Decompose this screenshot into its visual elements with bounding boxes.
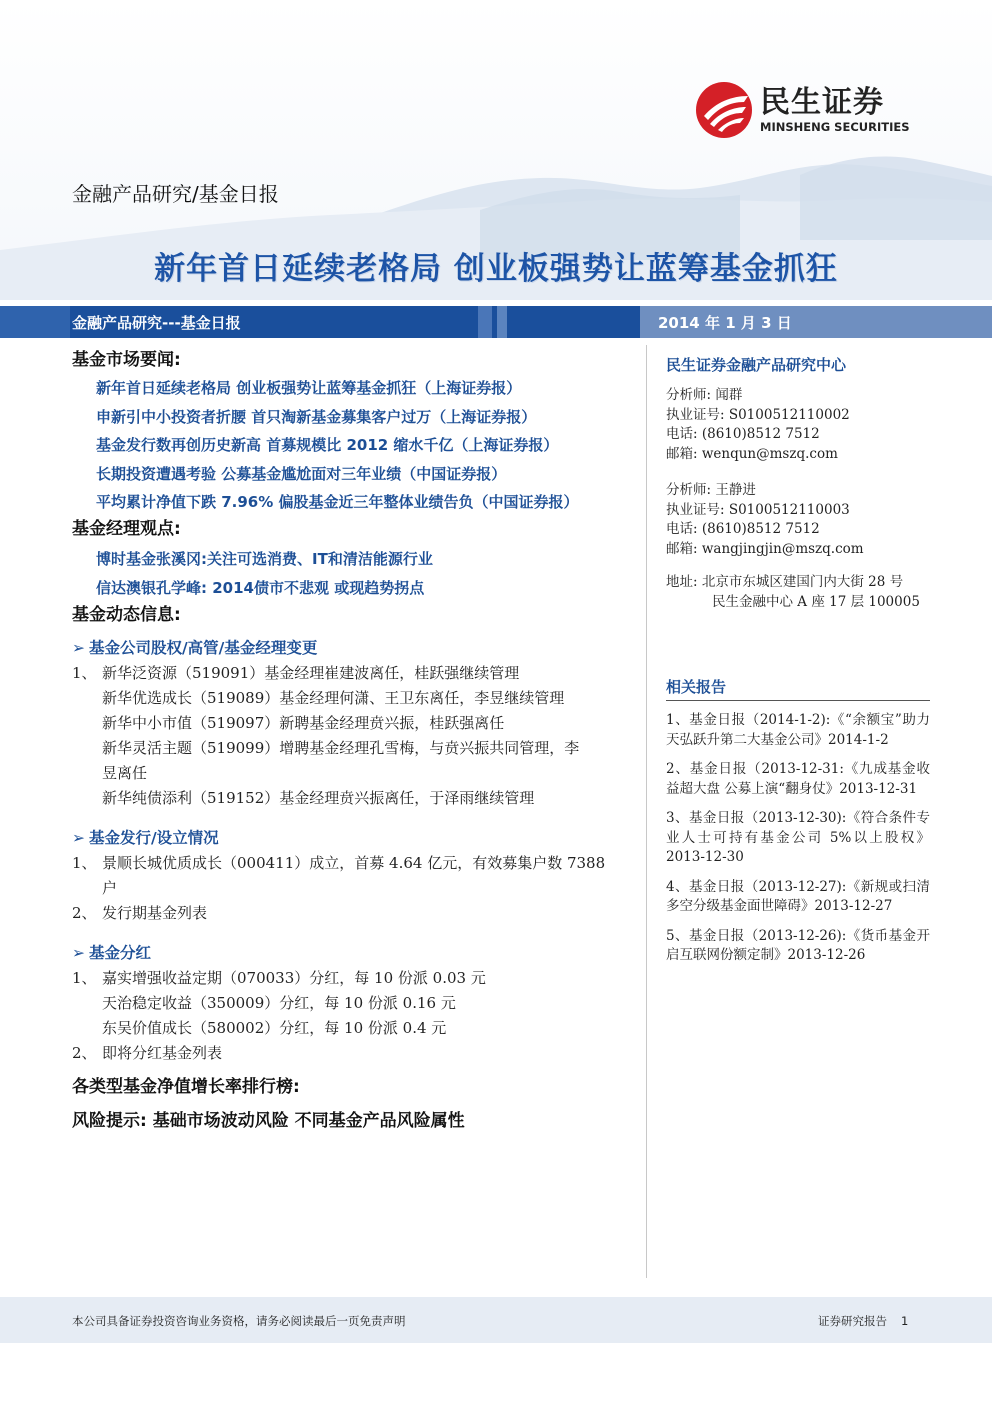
news-link[interactable]: 新年首日延续老格局 创业板强势让蓝筹基金抓狂（上海证券报） — [96, 379, 522, 397]
list-item: 昱离任 — [102, 763, 148, 782]
list-item: 东吴价值成长（580002）分红，每 10 份派 0.4 元 — [102, 1018, 447, 1037]
address — [666, 573, 942, 612]
band-accent-mid — [478, 306, 492, 338]
list-number: 1、 — [72, 663, 97, 682]
market-news-heading: 基金市场要闻: — [72, 350, 181, 370]
list-number: 1、 — [72, 968, 97, 987]
analyst-card — [666, 481, 942, 559]
report-date: 2014 年 1 月 3 日 — [658, 314, 792, 332]
list-item: 嘉实增强收益定期（070033）分红，每 10 份派 0.03 元 — [102, 968, 486, 987]
minsheng-logo — [694, 80, 910, 140]
list-item: 新华泛资源（519091）基金经理崔建波离任，桂跃强继续管理 — [102, 663, 520, 682]
page-number: 1 — [901, 1314, 909, 1328]
related-reports — [666, 676, 930, 966]
logo-chinese-name: 民生证券 — [760, 85, 884, 120]
related-report-link[interactable]: 1、基金日报（2014-1-2):《“余额宝”助力 天弘跃升第二大基金公司》2014-1-2 — [666, 712, 930, 748]
risk-warning: 风险提示: 基础市场波动风险 不同基金产品风险属性 — [72, 1110, 465, 1131]
list-item: 新华灵活主题（519099）增聘基金经理孔雪梅，与贲兴振共同管理，李 — [102, 738, 580, 757]
analyst-phone: 电话: (8610)8512 7512 — [666, 521, 820, 537]
related-report-link[interactable]: 5、基金日报（2013-12-26):《货币基金开启互联网份额定制》2013-12-26 — [666, 927, 930, 963]
band-accent-mid-2 — [497, 306, 507, 338]
arrow-right-icon: ➢ — [72, 638, 85, 657]
research-center-name: 民生证券金融产品研究中心 — [666, 356, 847, 374]
footer-right — [818, 1313, 908, 1329]
upcoming-dividend-link[interactable]: 即将分红基金列表 — [102, 1043, 223, 1062]
issuance-list — [72, 851, 644, 926]
analyst-name: 分析师: 闻群 — [666, 387, 743, 403]
dividend-heading-label: 基金分红 — [89, 943, 152, 962]
band-accent-left — [0, 306, 70, 338]
related-reports-heading: 相关报告 — [666, 676, 930, 701]
news-link[interactable]: 平均累计净值下跌 7.96% 偏股基金近三年整体业绩告负（中国证券报） — [96, 493, 579, 512]
dividend-heading[interactable] — [72, 940, 644, 966]
analyst-license: 执业证号: S0100512110003 — [666, 501, 850, 518]
disclaimer-notice: 本公司具备证券投资咨询业务资格，请务必阅读最后一页免责声明 — [72, 1314, 406, 1328]
analyst-email[interactable]: 邮箱: wenqun@mszq.com — [666, 445, 838, 462]
equity-change-list — [72, 661, 644, 811]
manager-view-link[interactable]: 信达澳银孔学峰: 2014债市不悲观 或现趋势拐点 — [96, 578, 425, 597]
list-item: 新华优选成长（519089）基金经理何潇、王卫东离任，李昱继续管理 — [102, 688, 565, 707]
report-title: 新年首日延续老格局 创业板强势让蓝筹基金抓狂 — [154, 251, 838, 287]
list-item: 新华中小市值（519097）新聘基金经理贲兴振，桂跃强离任 — [102, 713, 505, 732]
report-category: 金融产品研究/基金日报 — [72, 182, 279, 206]
equity-change-heading-label: 基金公司股权/高管/基金经理变更 — [89, 638, 318, 657]
analyst-name: 分析师: 王静进 — [666, 482, 756, 498]
list-number: 1、 — [72, 853, 97, 872]
news-link[interactable]: 基金发行数再创历史新高 首募规模比 2012 缩水千亿（上海证券报） — [96, 436, 559, 455]
related-report-link[interactable]: 3、基金日报（2013-12-30):《符合条件专业人士可持有基金公司 5%以上股权》2013-12-30 — [666, 810, 930, 865]
ranking-heading[interactable]: 各类型基金净值增长率排行榜: — [72, 1076, 300, 1097]
analyst-card — [666, 386, 942, 464]
column-divider — [646, 345, 647, 1278]
related-report-link[interactable]: 2、基金日报（2013-12-31:《九成基金收益超大盘 公募上演“翻身仗》2013-12-31 — [666, 761, 930, 797]
address-line: 民生金融中心 A 座 17 层 100005 — [712, 593, 920, 610]
analyst-license: 执业证号: S0100512110002 — [666, 406, 850, 423]
issuance-heading-label: 基金发行/设立情况 — [89, 828, 219, 847]
logo-english-name: MINSHENG SECURITIES — [760, 120, 910, 134]
dividend-list — [72, 966, 644, 1066]
issuing-funds-link[interactable]: 发行期基金列表 — [102, 903, 208, 922]
fund-dynamics-heading: 基金动态信息: — [72, 604, 181, 625]
equity-change-heading[interactable] — [72, 635, 644, 661]
news-link[interactable]: 长期投资遭遇考验 公募基金尴尬面对三年业绩（中国证券报） — [96, 464, 507, 483]
list-number: 2、 — [72, 903, 97, 922]
analyst-email[interactable]: 邮箱: wangjingjin@mszq.com — [666, 540, 864, 557]
list-item: 新华纯债添利（519152）基金经理贲兴振离任，于泽雨继续管理 — [102, 788, 535, 807]
list-item: 天治稳定收益（350009）分红，每 10 份派 0.16 元 — [102, 993, 456, 1012]
news-link[interactable]: 申新引中小投资者折腰 首只淘新基金募集客户过万（上海证券报） — [96, 407, 537, 426]
manager-views-list — [72, 545, 644, 603]
sidebar — [666, 354, 942, 612]
minsheng-logo-icon — [694, 80, 754, 140]
manager-view-link[interactable]: 博时基金张溪冈:关注可选消费、IT和清洁能源行业 — [96, 549, 433, 568]
market-news-list — [72, 374, 644, 517]
arrow-right-icon: ➢ — [72, 828, 85, 847]
main-content — [72, 348, 644, 1136]
related-report-link[interactable]: 4、基金日报（2013-12-27):《新规或扫清多空分级基金面世障碍》2013-12-27 — [666, 878, 930, 914]
report-type: 证券研究报告 — [818, 1314, 887, 1328]
issuance-heading[interactable] — [72, 825, 644, 851]
list-item: 景顺长城优质成长（000411）成立，首募 4.64 亿元，有效募集户数 7388 — [102, 853, 606, 872]
analyst-phone: 电话: (8610)8512 7512 — [666, 426, 820, 442]
manager-views-heading: 基金经理观点: — [72, 518, 181, 539]
address-line: 地址: 北京市东城区建国门内大街 28 号 — [666, 574, 904, 590]
band-label: 金融产品研究---基金日报 — [72, 314, 241, 332]
list-number: 2、 — [72, 1043, 97, 1062]
list-item: 户 — [102, 878, 118, 897]
arrow-right-icon: ➢ — [72, 943, 85, 962]
